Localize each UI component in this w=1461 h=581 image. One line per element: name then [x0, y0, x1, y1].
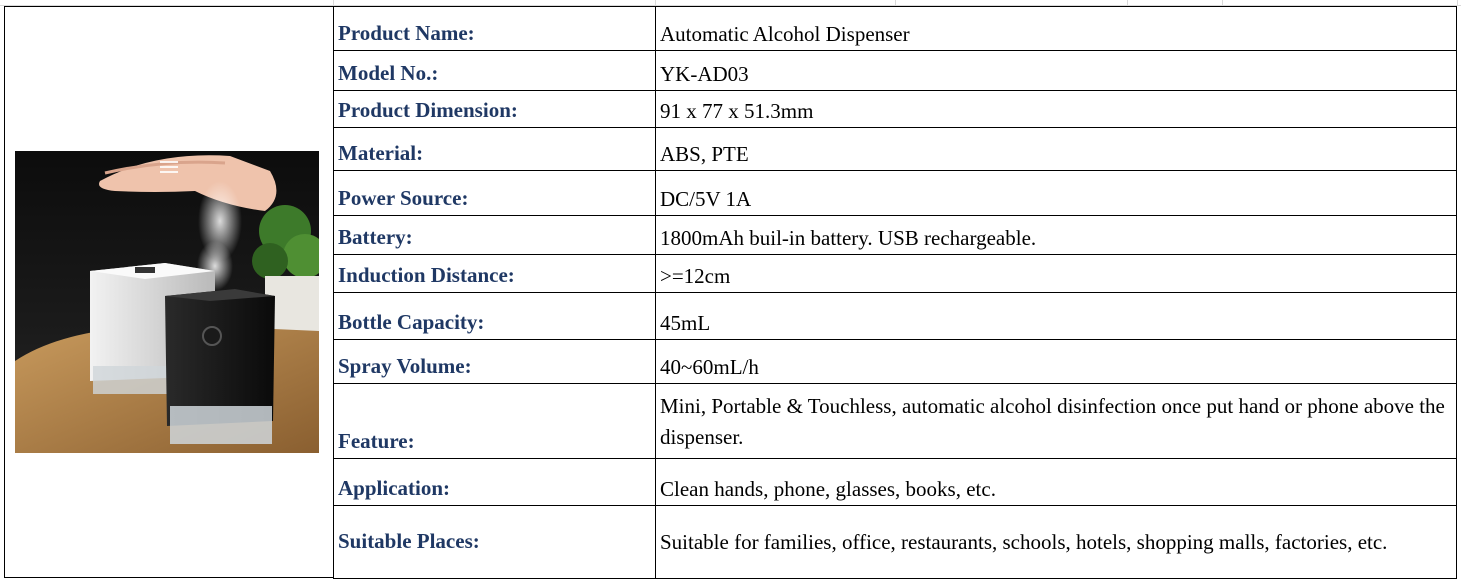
spec-value: Clean hands, phone, glasses, books, etc. [656, 459, 1457, 506]
table-row [334, 293, 1457, 340]
table-row [334, 255, 1457, 293]
spec-value: 40~60mL/h [656, 340, 1457, 384]
spec-value: 91 x 77 x 51.3mm [656, 91, 1457, 128]
spec-label: Material: [334, 128, 656, 171]
table-row [334, 216, 1457, 255]
table-row [334, 7, 1457, 51]
spec-label: Induction Distance: [334, 255, 656, 293]
spec-value: Automatic Alcohol Dispenser [656, 7, 1457, 51]
spec-label: Feature: [334, 384, 656, 459]
spec-value: >=12cm [656, 255, 1457, 293]
product-image-cell [4, 6, 333, 578]
spec-value: YK-AD03 [656, 51, 1457, 91]
spec-value: 45mL [656, 293, 1457, 340]
spec-label: Product Name: [334, 7, 656, 51]
spec-value: ABS, PTE [656, 128, 1457, 171]
spec-value: 1800mAh buil-in battery. USB rechargeable. [656, 216, 1457, 255]
spec-label: Suitable Places: [334, 506, 656, 579]
table-row [334, 459, 1457, 506]
spec-label: Product Dimension: [334, 91, 656, 128]
table-row [334, 171, 1457, 216]
table-row [334, 340, 1457, 384]
table-row [334, 128, 1457, 171]
menu-icon[interactable] [160, 161, 178, 173]
spec-label: Bottle Capacity: [334, 293, 656, 340]
table-row [334, 91, 1457, 128]
spec-label: Spray Volume: [334, 340, 656, 384]
table-row [334, 506, 1457, 579]
spec-label: Power Source: [334, 171, 656, 216]
spec-value: DC/5V 1A [656, 171, 1457, 216]
spec-label: Battery: [334, 216, 656, 255]
table-row [334, 51, 1457, 91]
spec-label: Application: [334, 459, 656, 506]
spec-table [333, 6, 1457, 579]
spec-label: Model No.: [334, 51, 656, 91]
spec-value: Mini, Portable & Touchless, automatic alcohol disinfection once put hand or phone above the dispenser. [656, 384, 1457, 459]
table-row [334, 384, 1457, 459]
product-photo [15, 151, 319, 453]
spec-value: Suitable for families, office, restaurants, schools, hotels, shopping malls, factories, etc. [656, 506, 1457, 579]
